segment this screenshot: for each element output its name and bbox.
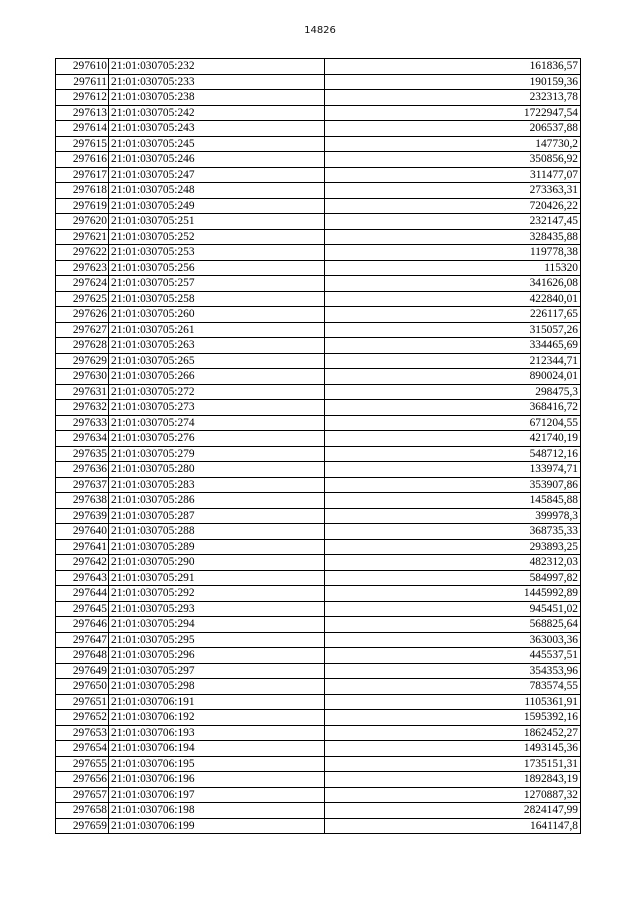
row-number-cell: 297627 <box>56 322 109 338</box>
value-cell: 422840,01 <box>325 291 581 307</box>
row-number-cell: 297611 <box>56 74 109 90</box>
table-row <box>56 152 581 168</box>
cadastral-number-cell: 21:01:030705:248 <box>109 183 325 199</box>
table-row <box>56 136 581 152</box>
row-number-cell: 297651 <box>56 694 109 710</box>
table-row <box>56 59 581 75</box>
value-cell: 212344,71 <box>325 353 581 369</box>
value-cell: 1493145,36 <box>325 741 581 757</box>
cadastral-number-cell: 21:01:030706:195 <box>109 756 325 772</box>
value-cell: 145845,88 <box>325 493 581 509</box>
table-row <box>56 446 581 462</box>
row-number-cell: 297613 <box>56 105 109 121</box>
table-row <box>56 90 581 106</box>
cadastral-number-cell: 21:01:030705:298 <box>109 679 325 695</box>
cadastral-number-cell: 21:01:030705:233 <box>109 74 325 90</box>
row-number-cell: 297625 <box>56 291 109 307</box>
cadastral-number-cell: 21:01:030705:256 <box>109 260 325 276</box>
row-number-cell: 297623 <box>56 260 109 276</box>
value-cell: 783574,55 <box>325 679 581 695</box>
cadastral-number-cell: 21:01:030705:263 <box>109 338 325 354</box>
table-row <box>56 400 581 416</box>
table-row <box>56 617 581 633</box>
cadastral-number-cell: 21:01:030705:260 <box>109 307 325 323</box>
value-cell: 293893,25 <box>325 539 581 555</box>
row-number-cell: 297648 <box>56 648 109 664</box>
cadastral-number-cell: 21:01:030705:232 <box>109 59 325 75</box>
row-number-cell: 297621 <box>56 229 109 245</box>
row-number-cell: 297649 <box>56 663 109 679</box>
cadastral-number-cell: 21:01:030705:251 <box>109 214 325 230</box>
table-row <box>56 679 581 695</box>
row-number-cell: 297655 <box>56 756 109 772</box>
cadastral-table-container <box>55 58 581 834</box>
value-cell: 311477,07 <box>325 167 581 183</box>
table-row <box>56 586 581 602</box>
value-cell: 226117,65 <box>325 307 581 323</box>
cadastral-number-cell: 21:01:030705:295 <box>109 632 325 648</box>
cadastral-table <box>55 58 581 834</box>
row-number-cell: 297610 <box>56 59 109 75</box>
value-cell: 1862452,27 <box>325 725 581 741</box>
value-cell: 1270887,32 <box>325 787 581 803</box>
value-cell: 421740,19 <box>325 431 581 447</box>
row-number-cell: 297622 <box>56 245 109 261</box>
row-number-cell: 297642 <box>56 555 109 571</box>
row-number-cell: 297652 <box>56 710 109 726</box>
row-number-cell: 297656 <box>56 772 109 788</box>
table-row <box>56 741 581 757</box>
table-row <box>56 818 581 834</box>
value-cell: 119778,38 <box>325 245 581 261</box>
table-row <box>56 384 581 400</box>
table-row <box>56 555 581 571</box>
row-number-cell: 297632 <box>56 400 109 416</box>
value-cell: 1641147,8 <box>325 818 581 834</box>
cadastral-number-cell: 21:01:030705:258 <box>109 291 325 307</box>
row-number-cell: 297631 <box>56 384 109 400</box>
value-cell: 482312,03 <box>325 555 581 571</box>
cadastral-number-cell: 21:01:030706:198 <box>109 803 325 819</box>
table-row <box>56 167 581 183</box>
value-cell: 363003,36 <box>325 632 581 648</box>
table-row <box>56 772 581 788</box>
row-number-cell: 297639 <box>56 508 109 524</box>
table-row <box>56 803 581 819</box>
table-row <box>56 369 581 385</box>
row-number-cell: 297653 <box>56 725 109 741</box>
value-cell: 1595392,16 <box>325 710 581 726</box>
table-row <box>56 756 581 772</box>
value-cell: 350856,92 <box>325 152 581 168</box>
table-row <box>56 307 581 323</box>
cadastral-number-cell: 21:01:030705:249 <box>109 198 325 214</box>
table-row <box>56 121 581 137</box>
value-cell: 273363,31 <box>325 183 581 199</box>
row-number-cell: 297645 <box>56 601 109 617</box>
table-row <box>56 539 581 555</box>
value-cell: 341626,08 <box>325 276 581 292</box>
row-number-cell: 297637 <box>56 477 109 493</box>
table-row <box>56 198 581 214</box>
cadastral-number-cell: 21:01:030705:274 <box>109 415 325 431</box>
row-number-cell: 297618 <box>56 183 109 199</box>
table-row <box>56 663 581 679</box>
table-row <box>56 229 581 245</box>
cadastral-number-cell: 21:01:030705:253 <box>109 245 325 261</box>
table-row <box>56 353 581 369</box>
cadastral-number-cell: 21:01:030705:296 <box>109 648 325 664</box>
value-cell: 368416,72 <box>325 400 581 416</box>
table-row <box>56 276 581 292</box>
row-number-cell: 297616 <box>56 152 109 168</box>
row-number-cell: 297643 <box>56 570 109 586</box>
row-number-cell: 297644 <box>56 586 109 602</box>
table-row <box>56 291 581 307</box>
value-cell: 568825,64 <box>325 617 581 633</box>
cadastral-number-cell: 21:01:030705:252 <box>109 229 325 245</box>
value-cell: 133974,71 <box>325 462 581 478</box>
cadastral-number-cell: 21:01:030705:273 <box>109 400 325 416</box>
table-row <box>56 477 581 493</box>
value-cell: 315057,26 <box>325 322 581 338</box>
row-number-cell: 297650 <box>56 679 109 695</box>
value-cell: 353907,86 <box>325 477 581 493</box>
cadastral-number-cell: 21:01:030705:265 <box>109 353 325 369</box>
cadastral-number-cell: 21:01:030705:247 <box>109 167 325 183</box>
table-row <box>56 694 581 710</box>
value-cell: 334465,69 <box>325 338 581 354</box>
row-number-cell: 297615 <box>56 136 109 152</box>
row-number-cell: 297646 <box>56 617 109 633</box>
value-cell: 720426,22 <box>325 198 581 214</box>
row-number-cell: 297629 <box>56 353 109 369</box>
value-cell: 147730,2 <box>325 136 581 152</box>
row-number-cell: 297654 <box>56 741 109 757</box>
cadastral-number-cell: 21:01:030705:287 <box>109 508 325 524</box>
value-cell: 206537,88 <box>325 121 581 137</box>
value-cell: 115320 <box>325 260 581 276</box>
value-cell: 445537,51 <box>325 648 581 664</box>
cadastral-number-cell: 21:01:030705:246 <box>109 152 325 168</box>
value-cell: 232147,45 <box>325 214 581 230</box>
table-row <box>56 524 581 540</box>
cadastral-number-cell: 21:01:030705:288 <box>109 524 325 540</box>
table-row <box>56 415 581 431</box>
row-number-cell: 297640 <box>56 524 109 540</box>
value-cell: 298475,3 <box>325 384 581 400</box>
cadastral-number-cell: 21:01:030705:292 <box>109 586 325 602</box>
table-row <box>56 462 581 478</box>
table-row <box>56 260 581 276</box>
row-number-cell: 297659 <box>56 818 109 834</box>
cadastral-number-cell: 21:01:030705:293 <box>109 601 325 617</box>
row-number-cell: 297617 <box>56 167 109 183</box>
table-row <box>56 245 581 261</box>
row-number-cell: 297614 <box>56 121 109 137</box>
table-row <box>56 787 581 803</box>
table-body <box>56 59 581 834</box>
row-number-cell: 297641 <box>56 539 109 555</box>
cadastral-number-cell: 21:01:030706:192 <box>109 710 325 726</box>
row-number-cell: 297624 <box>56 276 109 292</box>
value-cell: 890024,01 <box>325 369 581 385</box>
cadastral-number-cell: 21:01:030705:294 <box>109 617 325 633</box>
value-cell: 1105361,91 <box>325 694 581 710</box>
cadastral-number-cell: 21:01:030705:245 <box>109 136 325 152</box>
cadastral-number-cell: 21:01:030705:286 <box>109 493 325 509</box>
cadastral-number-cell: 21:01:030705:291 <box>109 570 325 586</box>
cadastral-number-cell: 21:01:030705:242 <box>109 105 325 121</box>
table-row <box>56 601 581 617</box>
table-row <box>56 431 581 447</box>
value-cell: 161836,57 <box>325 59 581 75</box>
cadastral-number-cell: 21:01:030705:272 <box>109 384 325 400</box>
table-row <box>56 710 581 726</box>
value-cell: 1722947,54 <box>325 105 581 121</box>
row-number-cell: 297626 <box>56 307 109 323</box>
value-cell: 190159,36 <box>325 74 581 90</box>
table-row <box>56 725 581 741</box>
row-number-cell: 297647 <box>56 632 109 648</box>
value-cell: 1445992,89 <box>325 586 581 602</box>
row-number-cell: 297634 <box>56 431 109 447</box>
table-row <box>56 648 581 664</box>
table-row <box>56 74 581 90</box>
row-number-cell: 297612 <box>56 90 109 106</box>
value-cell: 548712,16 <box>325 446 581 462</box>
row-number-cell: 297657 <box>56 787 109 803</box>
row-number-cell: 297635 <box>56 446 109 462</box>
table-row <box>56 570 581 586</box>
cadastral-number-cell: 21:01:030705:266 <box>109 369 325 385</box>
row-number-cell: 297620 <box>56 214 109 230</box>
table-row <box>56 322 581 338</box>
cadastral-number-cell: 21:01:030705:276 <box>109 431 325 447</box>
table-row <box>56 214 581 230</box>
value-cell: 945451,02 <box>325 601 581 617</box>
row-number-cell: 297628 <box>56 338 109 354</box>
value-cell: 584997,82 <box>325 570 581 586</box>
cadastral-number-cell: 21:01:030705:238 <box>109 90 325 106</box>
cadastral-number-cell: 21:01:030705:283 <box>109 477 325 493</box>
cadastral-number-cell: 21:01:030705:243 <box>109 121 325 137</box>
value-cell: 1735151,31 <box>325 756 581 772</box>
table-row <box>56 493 581 509</box>
row-number-cell: 297633 <box>56 415 109 431</box>
cadastral-number-cell: 21:01:030705:261 <box>109 322 325 338</box>
cadastral-number-cell: 21:01:030706:191 <box>109 694 325 710</box>
cadastral-number-cell: 21:01:030705:289 <box>109 539 325 555</box>
cadastral-number-cell: 21:01:030706:193 <box>109 725 325 741</box>
row-number-cell: 297658 <box>56 803 109 819</box>
value-cell: 1892843,19 <box>325 772 581 788</box>
row-number-cell: 297636 <box>56 462 109 478</box>
row-number-cell: 297630 <box>56 369 109 385</box>
table-row <box>56 105 581 121</box>
cadastral-number-cell: 21:01:030705:257 <box>109 276 325 292</box>
table-row <box>56 338 581 354</box>
cadastral-number-cell: 21:01:030706:196 <box>109 772 325 788</box>
row-number-cell: 297638 <box>56 493 109 509</box>
cadastral-number-cell: 21:01:030705:297 <box>109 663 325 679</box>
value-cell: 671204,55 <box>325 415 581 431</box>
value-cell: 368735,33 <box>325 524 581 540</box>
value-cell: 232313,78 <box>325 90 581 106</box>
cadastral-number-cell: 21:01:030706:197 <box>109 787 325 803</box>
value-cell: 354353,96 <box>325 663 581 679</box>
cadastral-number-cell: 21:01:030705:280 <box>109 462 325 478</box>
table-row <box>56 632 581 648</box>
table-row <box>56 183 581 199</box>
cadastral-number-cell: 21:01:030706:199 <box>109 818 325 834</box>
value-cell: 399978,3 <box>325 508 581 524</box>
value-cell: 328435,88 <box>325 229 581 245</box>
cadastral-number-cell: 21:01:030705:290 <box>109 555 325 571</box>
value-cell: 2824147,99 <box>325 803 581 819</box>
page-number: 14826 <box>304 25 336 36</box>
cadastral-number-cell: 21:01:030705:279 <box>109 446 325 462</box>
cadastral-number-cell: 21:01:030706:194 <box>109 741 325 757</box>
table-row <box>56 508 581 524</box>
row-number-cell: 297619 <box>56 198 109 214</box>
